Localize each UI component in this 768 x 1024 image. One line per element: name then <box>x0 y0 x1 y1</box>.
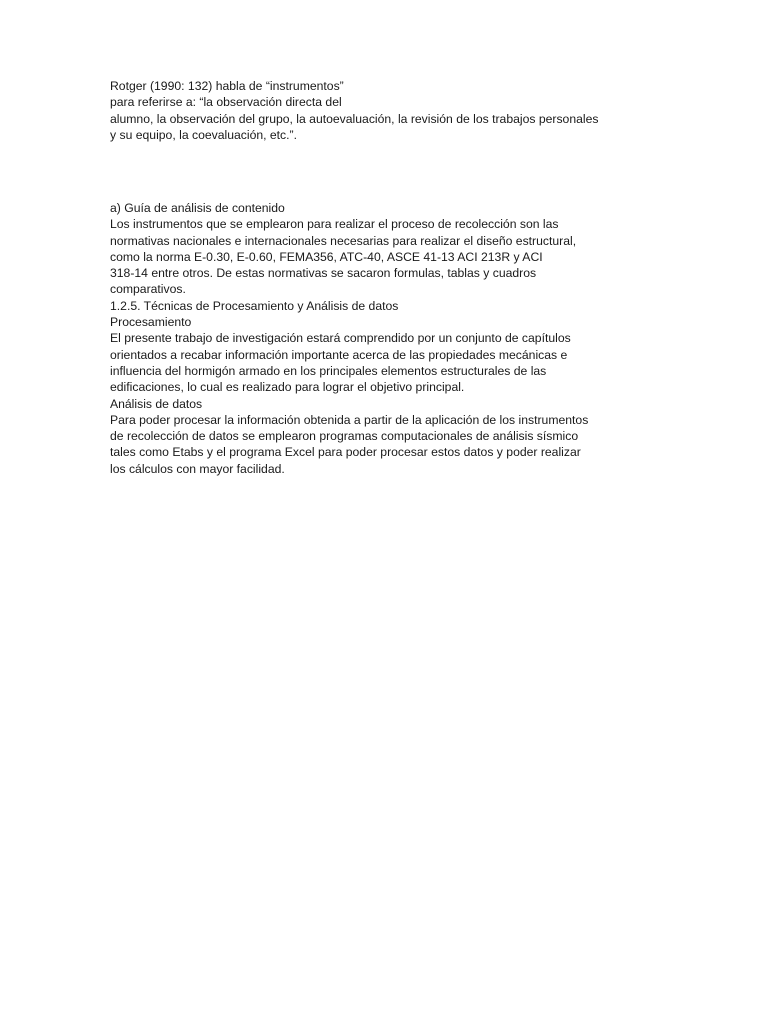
body-line: 318-14 entre otros. De estas normativas se sacaron formulas, tablas y cuadros <box>110 266 537 281</box>
body-line: edificaciones, lo cual es realizado para lograr el objetivo principal. <box>110 380 465 395</box>
section-heading-guia: a) Guía de análisis de contenido <box>110 201 285 215</box>
body-line: orientados a recabar información importante acerca de las propiedades mecánicas e <box>110 347 568 362</box>
intro-line: Rotger (1990: 132) habla de “instrumentos” <box>110 79 344 93</box>
intro-line: y su equipo, la coevaluación, etc.”. <box>110 127 297 142</box>
body-line: influencia del hormigón armado en los principales elementos estructurales de las <box>110 363 547 378</box>
body-text <box>110 200 670 477</box>
body-line: normativas nacionales e internacionales necesarias para realizar el diseño estructural, <box>110 233 577 248</box>
body-line: los cálculos con mayor facilidad. <box>110 461 285 476</box>
body-line: tales como Etabs y el programa Excel para poder procesar estos datos y poder realizar <box>110 445 581 460</box>
intro-line: para referirse a: “la observación directa del <box>110 95 342 110</box>
body-line: de recolección de datos se emplearon programas computacionales de análisis sísmico <box>110 429 579 444</box>
section-heading-tecnicas: 1.2.5. Técnicas de Procesamiento y Análisis de datos <box>110 298 399 313</box>
body-line: comparativos. <box>110 282 186 297</box>
body-line: como la norma E-0.30, E-0.60, FEMA356, ATC-40, ASCE 41-13 ACI 213R y ACI <box>110 249 543 264</box>
intro-paragraph <box>110 78 670 143</box>
body-line: Los instrumentos que se emplearon para realizar el proceso de recolección son las <box>110 217 559 232</box>
body-line: Para poder procesar la información obtenida a partir de la aplicación de los instrumentos <box>110 412 589 427</box>
intro-line: alumno, la observación del grupo, la autoevaluación, la revisión de los trabajos personales <box>110 111 599 126</box>
subheading-analisis-de-datos: Análisis de datos <box>110 396 203 411</box>
body-line: El presente trabajo de investigación estará comprendido por un conjunto de capítulos <box>110 331 571 346</box>
subheading-procesamiento: Procesamiento <box>110 315 192 330</box>
